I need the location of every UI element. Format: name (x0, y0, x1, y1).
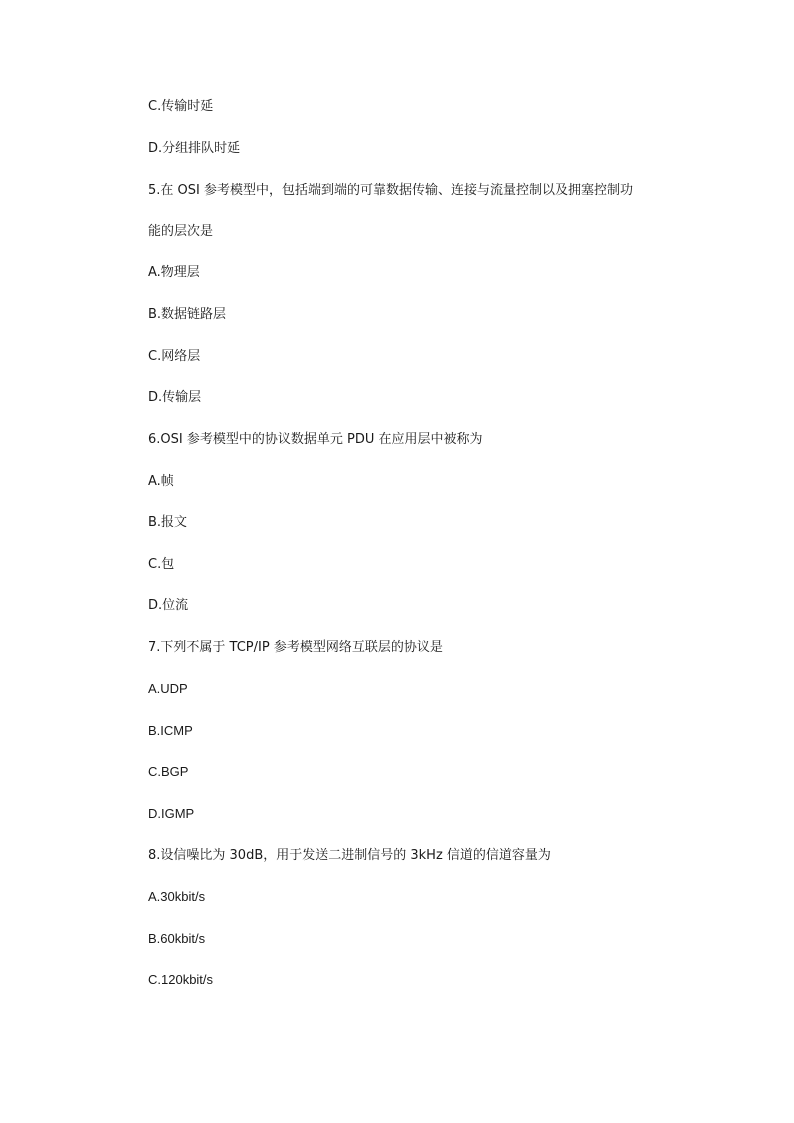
q4-option-d: D.分组排队时延 (148, 141, 241, 156)
q7-question: 7.下列不属于 TCP/IP 参考模型网络互联层的协议是 (148, 640, 443, 655)
q5-option-d: D.传输层 (148, 390, 202, 405)
q8-option-a: A.30kbit/s (148, 889, 206, 904)
q5-option-c: C.网络层 (148, 349, 201, 364)
q5-option-a: A.物理层 (148, 265, 200, 280)
q8-option-c: C.120kbit/s (148, 972, 214, 987)
q7-option-b: B.ICMP (148, 723, 193, 738)
q6-option-c: C.包 (148, 557, 175, 572)
q5-question-line-1: 5.在 OSI 参考模型中，包括端到端的可靠数据传输、连接与流量控制以及拥塞控制功 (148, 183, 633, 198)
q8-option-b: B.60kbit/s (148, 931, 206, 946)
q8-question: 8.设信噪比为 30dB，用于发送二进制信号的 3kHz 信道的信道容量为 (148, 848, 551, 863)
q7-option-a: A.UDP (148, 681, 188, 696)
q6-option-a: A.帧 (148, 474, 174, 489)
q5-option-b: B.数据链路层 (148, 307, 227, 322)
q7-option-c: C.BGP (148, 764, 189, 779)
q6-question: 6.OSI 参考模型中的协议数据单元 PDU 在应用层中被称为 (148, 432, 483, 447)
q6-option-b: B.报文 (148, 515, 188, 530)
q6-option-d: D.位流 (148, 598, 189, 613)
q4-option-c: C.传输时延 (148, 99, 214, 114)
q7-option-d: D.IGMP (148, 806, 195, 821)
q5-question-line-2: 能的层次是 (148, 224, 214, 239)
